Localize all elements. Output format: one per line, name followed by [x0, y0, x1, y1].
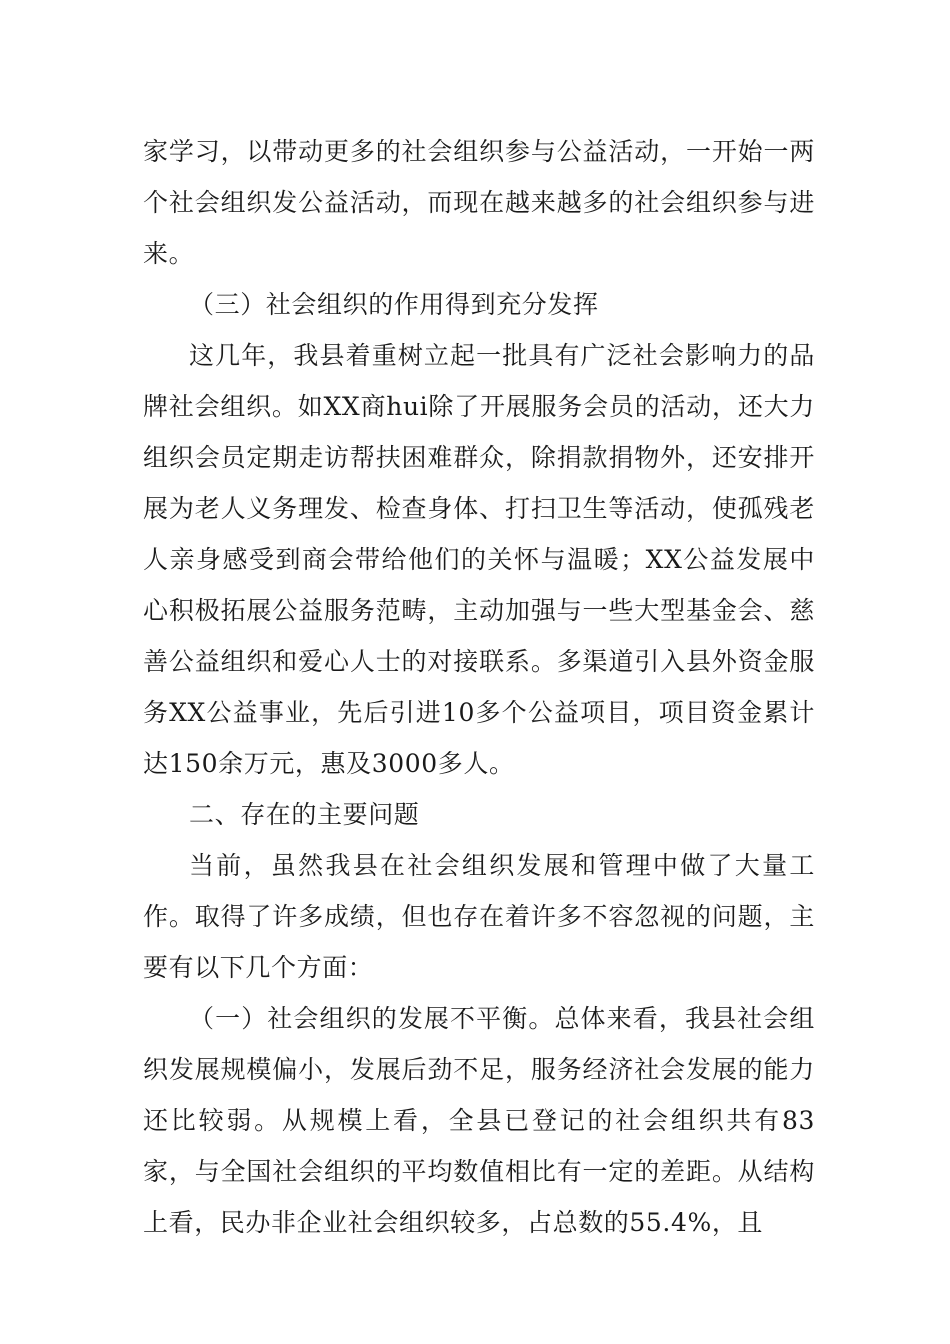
paragraph-brand-organizations: 这几年，我县着重树立起一批具有广泛社会影响力的品牌社会组织。如XX商hui除了开展服务会员的活动，还大力组织会员定期走访帮扶困难群众，除捐款捐物外，还安排开展为老人义务理发、检查身体、打扫卫生等活动，使孤残老人亲身感受到商会带给他们的关怀与温暖；XX公益发展中心积极拓展公益服务范畴，主动加强与一些大型基金会、慈善公益组织和爱心人士的对接联系。多渠道引入县外资金服务XX公益事业，先后引进10多个公益项目，项目资金累计达150余万元，惠及3000多人。: [143, 341, 815, 778]
section-heading-main-problems: 二、存在的主要问题: [189, 800, 420, 829]
paragraph-continued-text: 家学习，以带动更多的社会组织参与公益活动，一开始一两个社会组织发公益活动，而现在越来越多的社会组织参与进来。: [143, 137, 815, 268]
paragraph-unbalanced-development: （一）社会组织的发展不平衡。总体来看，我县社会组织发展规模偏小，发展后劲不足，服务经济社会发展的能力还比较弱。从规模上看，全县已登记的社会组织共有83家，与全国社会组织的平均数值相比有一定的差距。从结构上看，民办非企业社会组织较多，占总数的55.4%，且: [143, 1004, 815, 1237]
section-heading-3: （三）社会组织的作用得到充分发挥: [189, 290, 599, 319]
document-body: [143, 126, 815, 1248]
paragraph-problems-intro: 当前，虽然我县在社会组织发展和管理中做了大量工作。取得了许多成绩，但也存在着许多不容忽视的问题，主要有以下几个方面：: [143, 851, 815, 982]
